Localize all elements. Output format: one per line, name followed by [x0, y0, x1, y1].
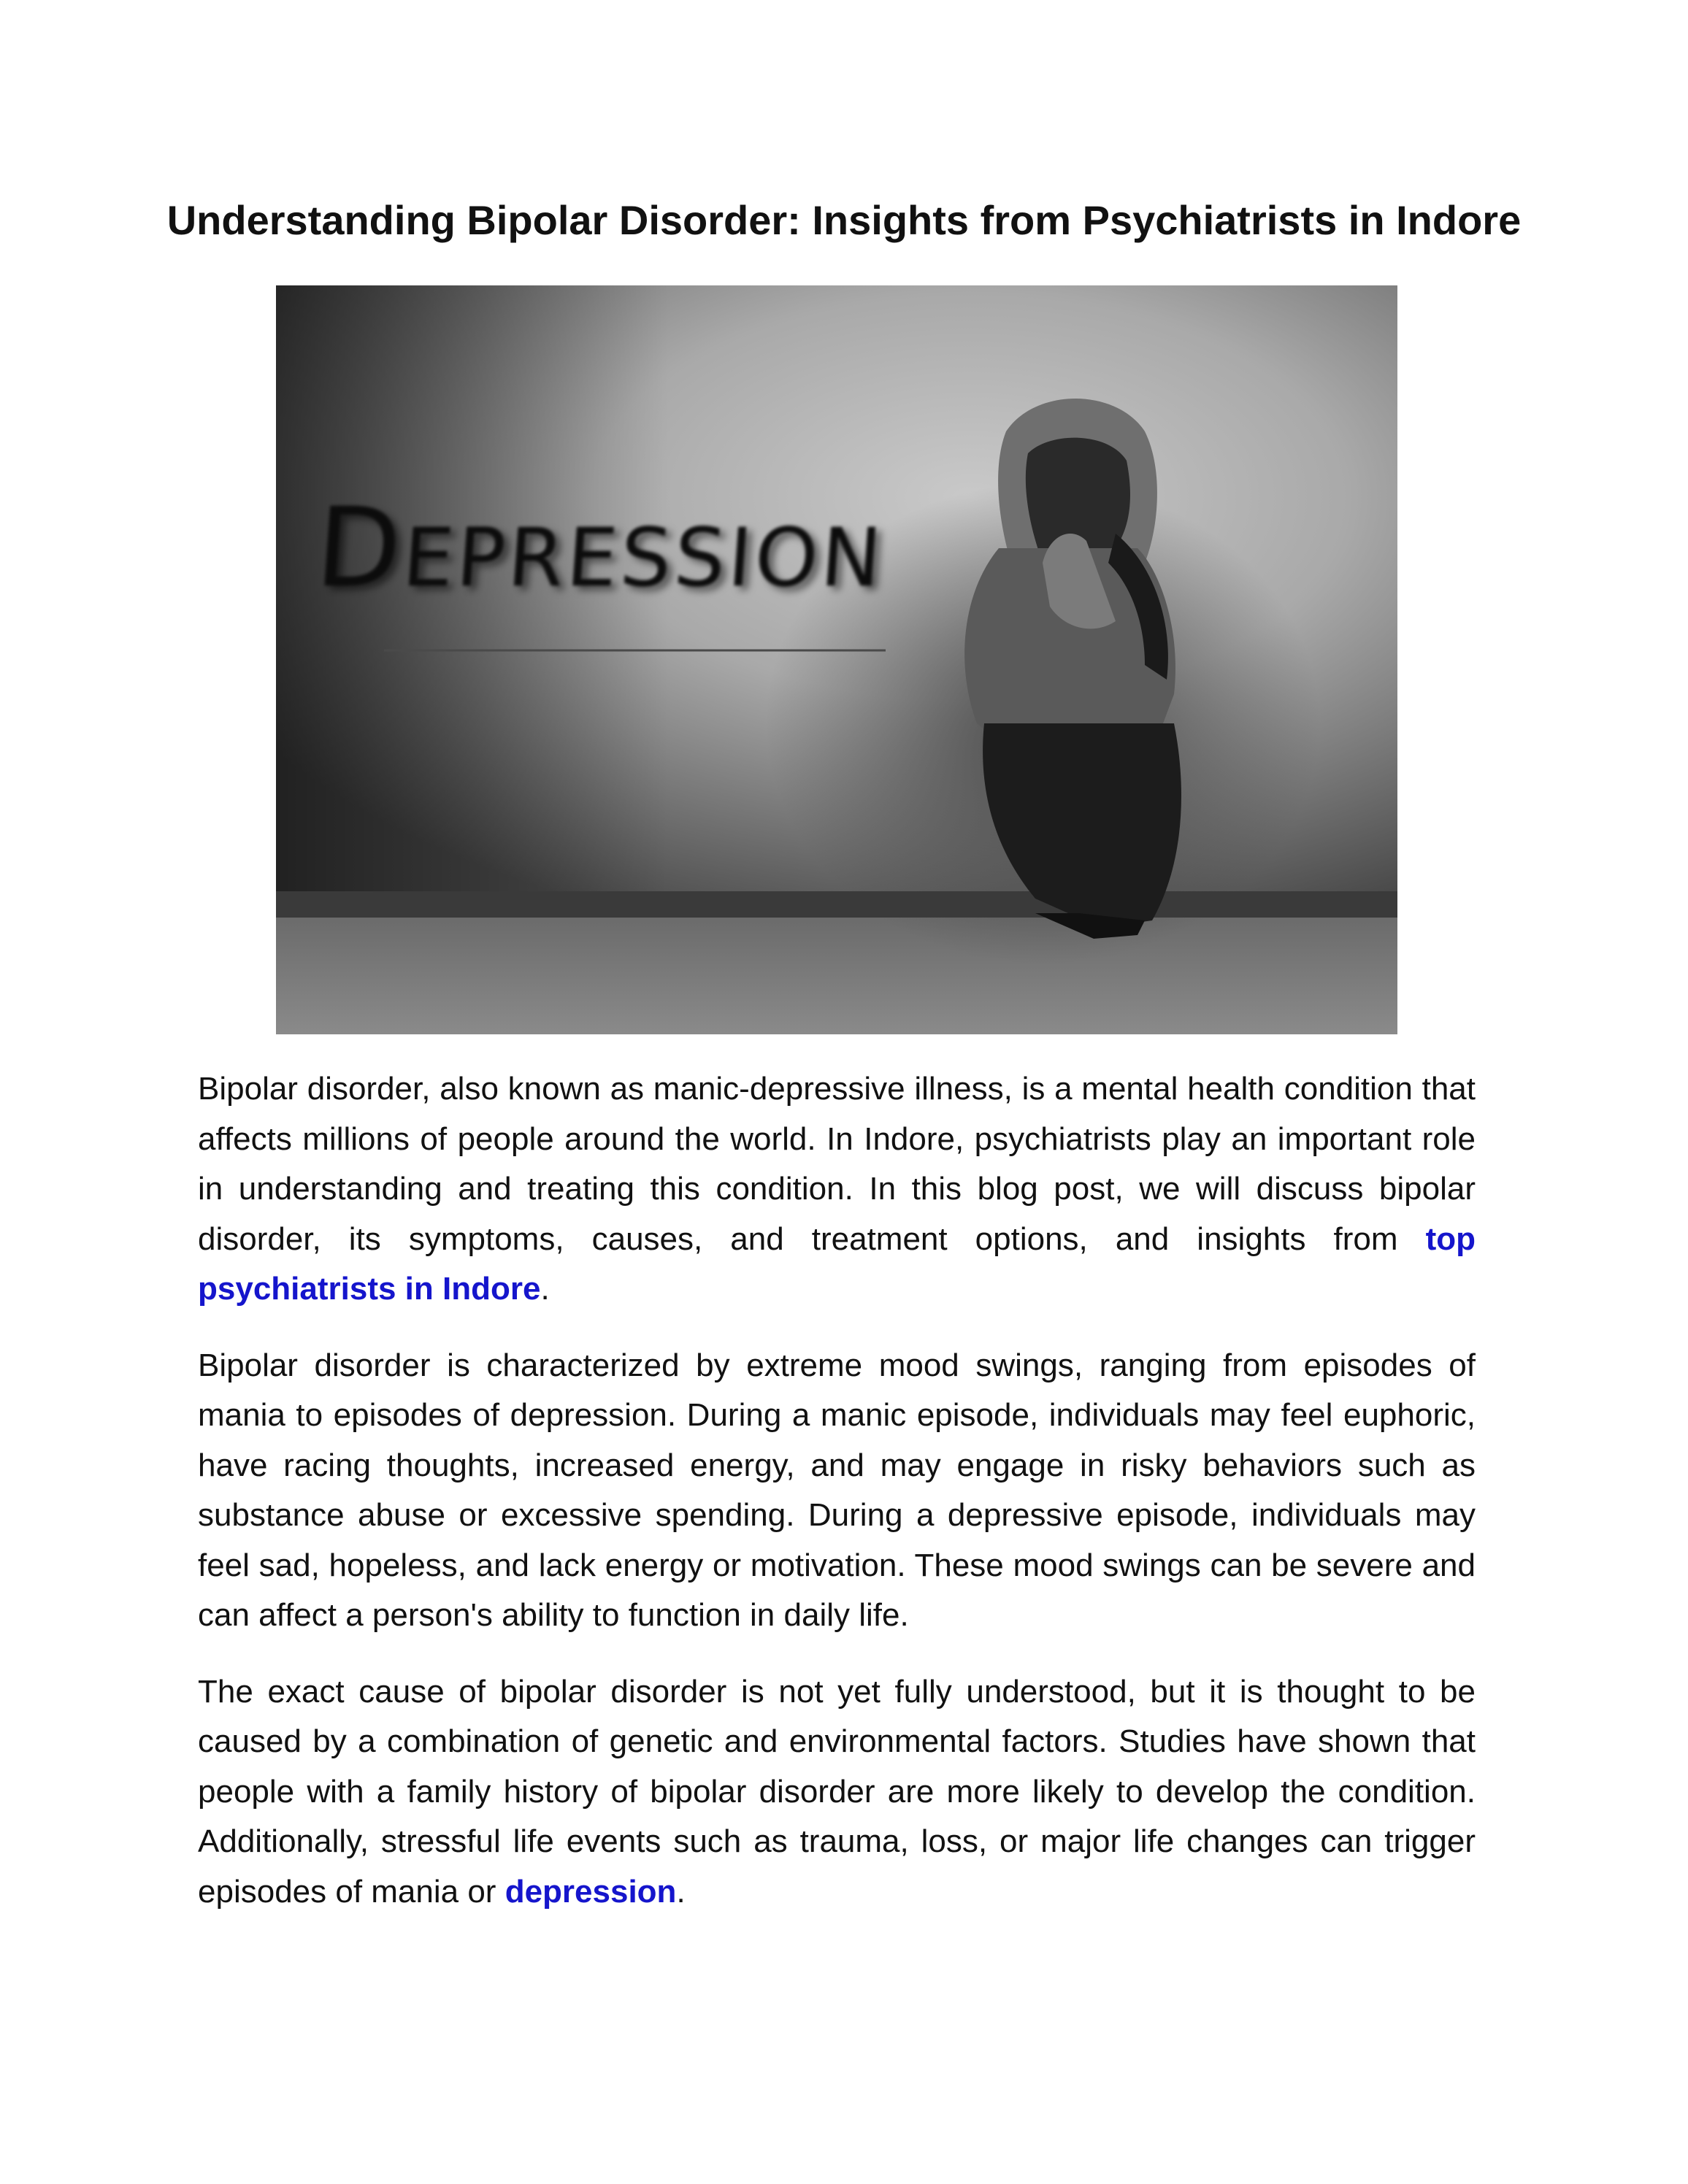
hero-photo-illustration [276, 285, 1397, 1034]
paragraph-causes-period: . [676, 1873, 686, 1910]
paragraph-intro-text: Bipolar disorder, also known as manic-depressive illness, is a mental health condition that affects millions of people around the world. In Indore, psychiatrists play an important role in understanding and treating this condition. In this blog post, we will discuss bipolar disorder, its symptoms, causes, and treatment options, and insights from [198, 1071, 1476, 1257]
depression-hero-image [276, 285, 1397, 1034]
paragraph-causes-text: The exact cause of bipolar disorder is not yet fully understood, but it is thought to be caused by a combination of genetic and environmental factors. Studies have shown that people with a family history of bipolar disorder are more likely to develop the condition. Additionally, stressful life events such as trauma, loss, or major life changes can trigger episodes of mania or [198, 1673, 1476, 1910]
article-body [198, 1064, 1476, 1943]
paragraph-intro-period: . [540, 1271, 550, 1307]
link-top-psychiatrists-indore[interactable]: top psychiatrists in Indore [198, 1220, 1476, 1307]
link-depression[interactable]: depression [505, 1873, 677, 1910]
paragraph-symptoms: Bipolar disorder is characterized by extreme mood swings, ranging from episodes of mania to episodes of depression. During a manic episode, individuals may feel euphoric, have racing thoughts, increased energy, and may engage in risky behaviors such as substance abuse or excessive spending. During a depressive episode, individuals may feel sad, hopeless, and lack energy or motivation. These mood swings can be severe and can affect a person's ability to function in daily life. [198, 1347, 1476, 1633]
paragraph-intro [198, 1064, 1476, 1315]
paragraph-causes [198, 1667, 1476, 1918]
page-title: Understanding Bipolar Disorder: Insights from Psychiatrists in Indore [166, 197, 1522, 243]
hero-word-depression: DEPRESSION [312, 485, 888, 612]
